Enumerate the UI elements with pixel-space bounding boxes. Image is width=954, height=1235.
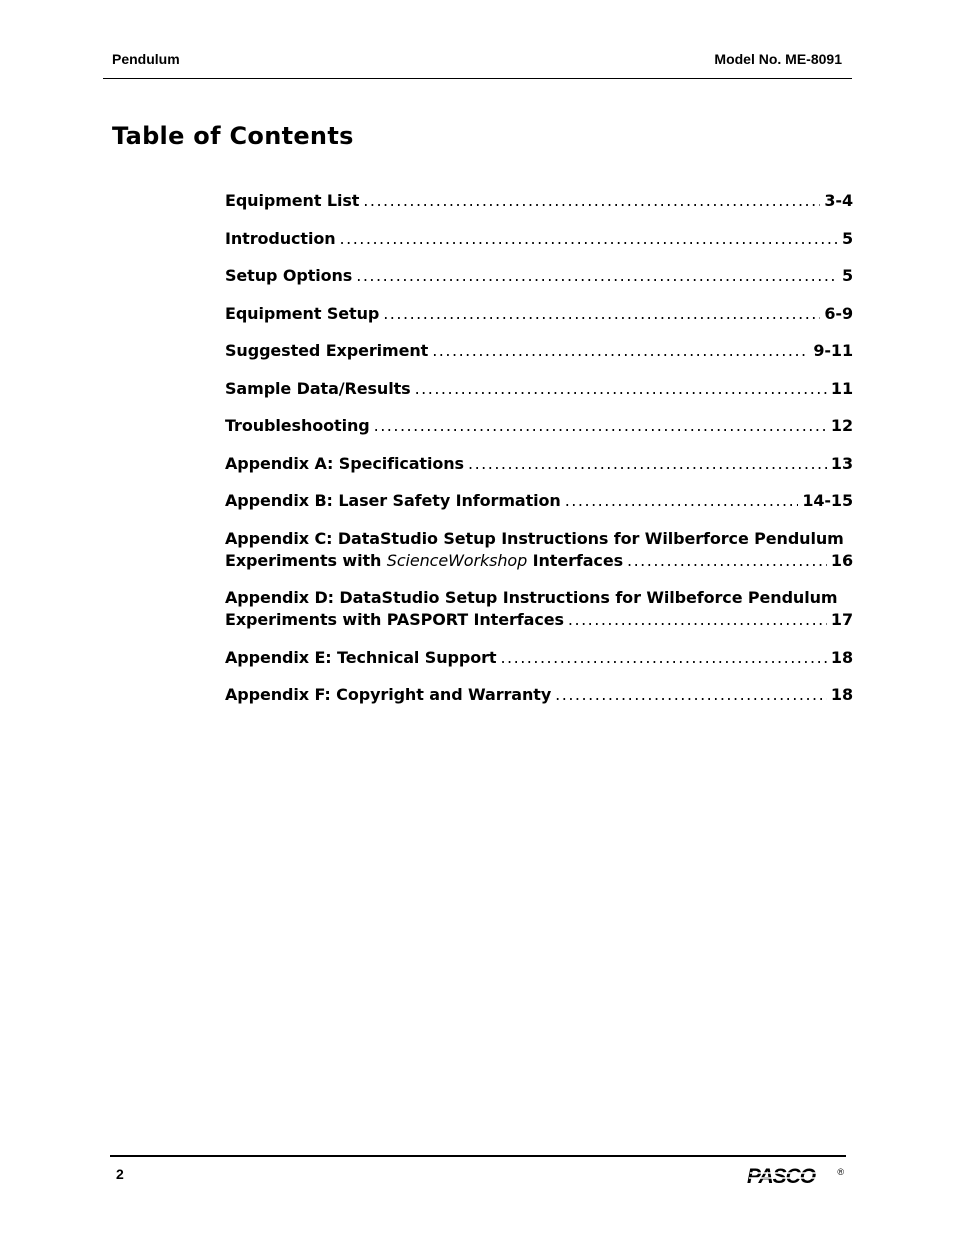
toc-page: 16 <box>830 550 853 570</box>
footer-rule <box>110 1155 846 1157</box>
toc-leader-dots <box>383 303 820 325</box>
toc-page: 18 <box>830 647 853 667</box>
toc-leader-dots <box>374 415 827 437</box>
page-title: Table of Contents <box>112 122 354 150</box>
toc-entry-equipment-setup[interactable] <box>225 303 853 325</box>
logo-text: PASCO <box>747 1166 816 1186</box>
toc-leader-dots <box>555 684 827 706</box>
pasco-logo <box>747 1166 844 1186</box>
registered-mark: ® <box>837 1167 844 1177</box>
toc-page: 9-11 <box>813 341 853 360</box>
toc-label-italic: ScienceWorkshop <box>386 550 528 570</box>
toc-label: Appendix A: Specifications <box>225 453 464 473</box>
toc-entry-appendix-a[interactable] <box>225 453 853 475</box>
toc-entry-appendix-e[interactable] <box>225 647 853 669</box>
toc-entry-troubleshooting[interactable] <box>225 415 853 437</box>
toc-label: Setup Options <box>225 266 353 285</box>
toc-page: 13 <box>830 453 853 473</box>
toc-leader-dots <box>468 453 827 475</box>
running-header-model: Model No. ME-8091 <box>714 51 842 67</box>
toc-label-line1: Appendix D: DataStudio Setup Instructions for Wilbeforce Pendulum <box>225 588 838 607</box>
toc-leader-dots <box>565 490 799 512</box>
toc-page: 18 <box>830 685 853 704</box>
toc-label: Sample Data/Results <box>225 378 411 398</box>
toc-page: 17 <box>830 610 853 629</box>
toc-page: 6-9 <box>824 303 853 323</box>
toc-entry-equipment-list[interactable] <box>225 190 853 212</box>
toc-page: 5 <box>841 266 853 285</box>
toc-label: Appendix F: Copyright and Warranty <box>225 685 552 704</box>
toc-entry-suggested-experiment[interactable] <box>225 340 853 362</box>
toc-entry-introduction[interactable] <box>225 228 853 250</box>
table-of-contents <box>225 190 853 722</box>
header-rule <box>103 78 852 79</box>
toc-label-line1: Appendix C: DataStudio Setup Instructions for Wilberforce Pendulum <box>225 528 844 548</box>
toc-label: Equipment Setup <box>225 303 380 323</box>
toc-page: 12 <box>830 416 853 435</box>
toc-leader-dots <box>500 647 826 669</box>
toc-page: 5 <box>841 228 853 248</box>
toc-entry-appendix-c[interactable] <box>225 528 853 572</box>
toc-leader-dots <box>415 378 827 400</box>
toc-leader-dots <box>363 190 820 212</box>
toc-entry-appendix-b[interactable] <box>225 490 853 512</box>
toc-label: Equipment List <box>225 191 360 210</box>
toc-label-line2: Experiments with PASPORT Interfaces <box>225 610 564 629</box>
toc-entry-appendix-d[interactable] <box>225 587 853 631</box>
pasco-logo-icon <box>747 1166 833 1186</box>
toc-entry-appendix-f[interactable] <box>225 684 853 706</box>
toc-entry-setup-options[interactable] <box>225 265 853 287</box>
running-header-title: Pendulum <box>112 51 180 67</box>
toc-page: 3-4 <box>824 191 853 210</box>
toc-entry-sample-data[interactable] <box>225 378 853 400</box>
toc-leader-dots <box>627 550 827 572</box>
toc-leader-dots <box>432 340 809 362</box>
toc-page: 11 <box>830 378 853 398</box>
toc-label: Introduction <box>225 228 336 248</box>
toc-label-line2: Experiments with ScienceWorkshop Interfaces <box>225 550 623 570</box>
toc-label: Appendix B: Laser Safety Information <box>225 491 561 510</box>
toc-label: Suggested Experiment <box>225 341 429 360</box>
toc-label: Troubleshooting <box>225 416 370 435</box>
toc-label: Appendix E: Technical Support <box>225 647 497 667</box>
toc-leader-dots <box>356 265 838 287</box>
toc-leader-dots <box>568 609 827 631</box>
toc-leader-dots <box>340 228 838 250</box>
page-number: 2 <box>116 1166 124 1182</box>
toc-page: 14-15 <box>802 491 853 510</box>
